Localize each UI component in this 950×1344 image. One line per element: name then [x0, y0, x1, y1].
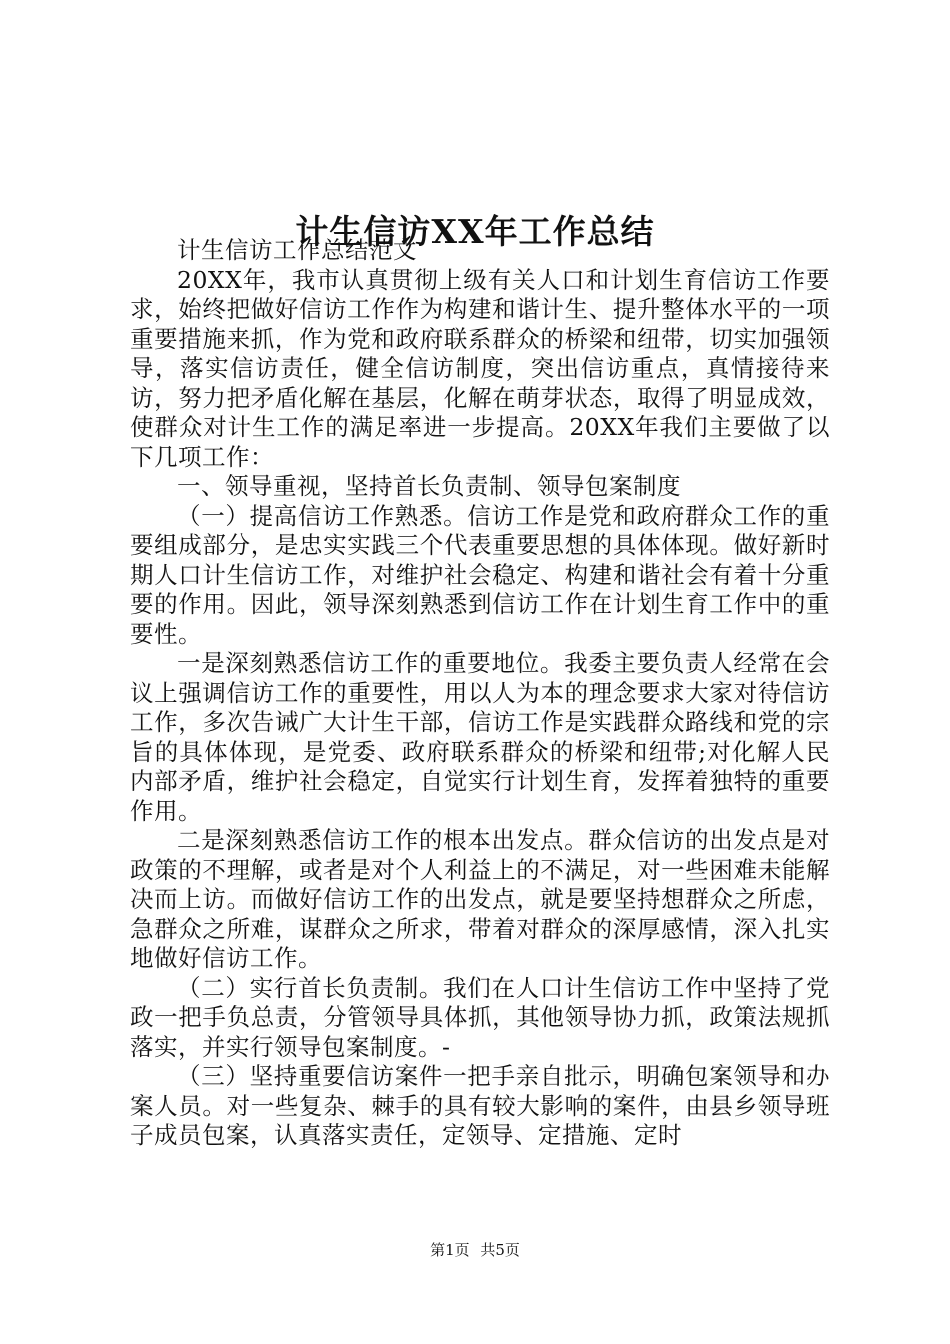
paragraph-subtitle: 计生信访工作总结范文 [177, 236, 417, 264]
document-body [130, 236, 830, 1151]
paragraph-item-1: （一）提高信访工作熟悉。信访工作是党和政府群众工作的重要组成部分，是忠实实践三个代表重要思想的具体体现。做好新时期人口计生信访工作，对维护社会稳定、构建和谐社会有着十分重要的作用。因此，领导深刻熟悉到信访工作在计划生育工作中的重要性。 [130, 501, 830, 648]
document-title: 计生信访XX年工作总结 [295, 212, 655, 252]
paragraph-intro: 20XX年，我市认真贯彻上级有关人口和计划生育信访工作要求，始终把做好信访工作作为构建和谐计生、提升整体水平的一项重要措施来抓，作为党和政府联系群众的桥梁和纽带，切实加强领导，落实信访责任，健全信访制度，突出信访重点，真情接待来访，努力把矛盾化解在基层，化解在萌芽状态，取得了明显成效，使群众对计生工作的满足率进一步提高。20XX年我们主要做了以下几项工作： [130, 265, 830, 471]
section-heading-1: 一、领导重视，坚持首长负责制、领导包案制度 [177, 472, 681, 500]
page-number: 第1页 [430, 1241, 470, 1259]
paragraph-item-3: （三）坚持重要信访案件一把手亲自批示，明确包案领导和办案人员。对一些复杂、棘手的具有较大影响的案件，由县乡领导班子成员包案，认真落实责任，定领导、定措施、定时 [130, 1062, 830, 1149]
paragraph-point-1: 一是深刻熟悉信访工作的重要地位。我委主要负责人经常在会议上强调信访工作的重要性，用以人为本的理念要求大家对待信访工作，多次告诫广大计生干部，信访工作是实践群众路线和党的宗旨的具体体现，是党委、政府联系群众的桥梁和纽带;对化解人民内部矛盾，维护社会稳定，自觉实行计划生育，发挥着独特的重要作用。 [130, 649, 830, 825]
paragraph-point-2: 二是深刻熟悉信访工作的根本出发点。群众信访的出发点是对政策的不理解，或者是对个人利益上的不满足，对一些困难未能解决而上访。而做好信访工作的出发点，就是要坚持想群众之所虑，急群众之所难，谋群众之所求，带着对群众的深厚感情，深入扎实地做好信访工作。 [130, 826, 830, 972]
page-footer [0, 1240, 950, 1260]
page-total: 共5页 [480, 1241, 520, 1259]
paragraph-item-2: （二）实行首长负责制。我们在人口计生信访工作中坚持了党政一把手负总责，分管领导具体抓，其他领导协力抓，政策法规抓落实，并实行领导包案制度。- [130, 973, 830, 1061]
